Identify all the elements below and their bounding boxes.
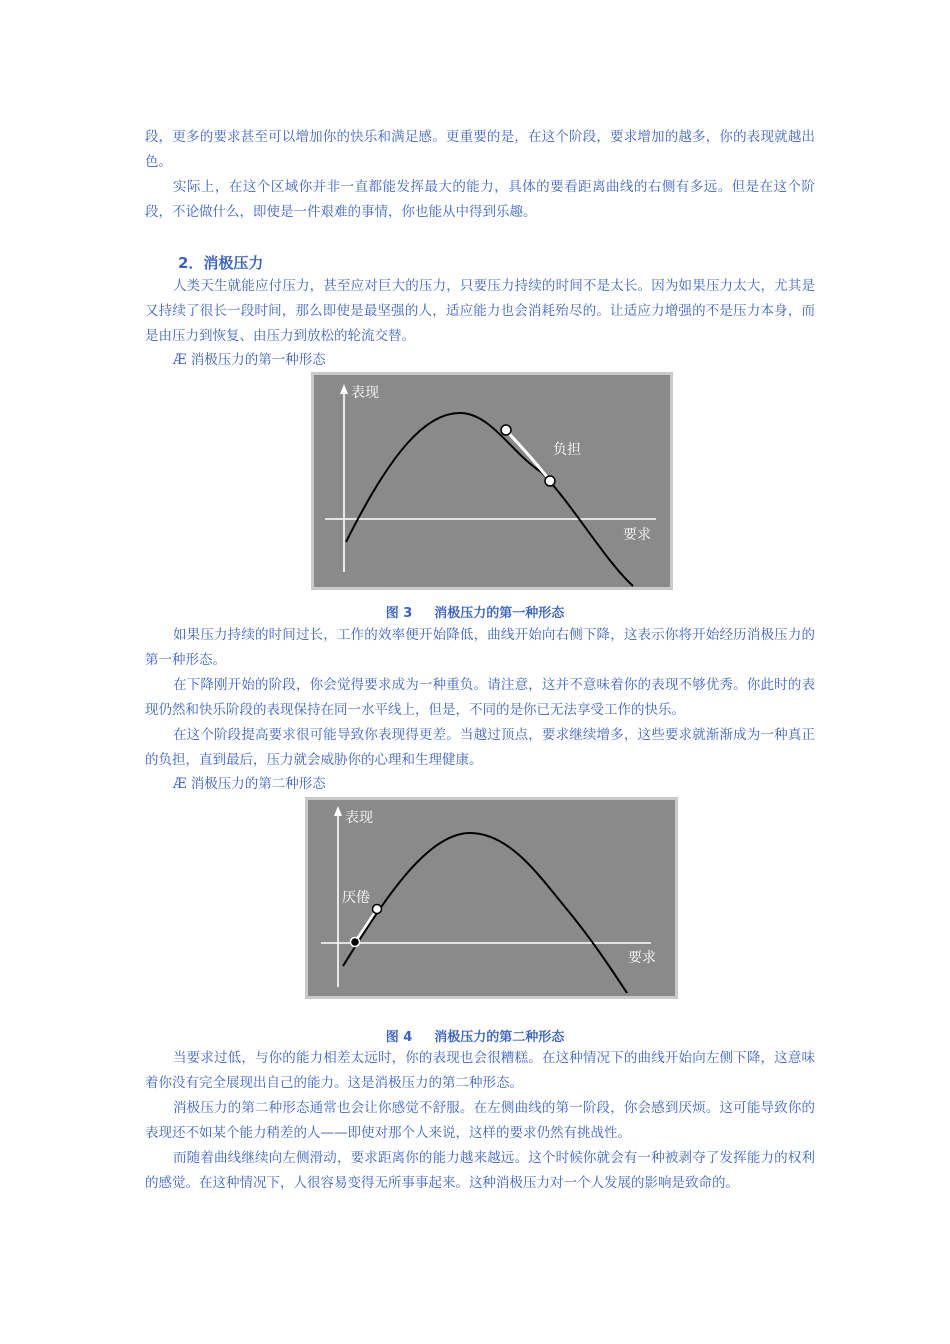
bullet-form-2: Æ 消极压力的第二种形态 — [173, 776, 326, 792]
y-axis-label: 表现 — [351, 385, 379, 401]
paragraph-5: 在下降刚开始的阶段，你会觉得要求成为一种重负。请注意，这并不意味着你的表现不够优秀。你此时的表现仍然和快乐阶段的表现保持在同一水平线上，但是，不同的是你已无法享受工作的快乐。 — [145, 677, 815, 718]
figure-4-title: 消极压力的第二种形态 — [434, 1030, 565, 1045]
y-axis-label: 表现 — [345, 810, 373, 826]
paragraph-7: 当要求过低，与你的能力相差太远时，你的表现也会很糟糕。在这种情况下的曲线开始向左侧下降，这意味着你没有完全展现出自己的能力。这是消极压力的第二种形态。 — [145, 1050, 815, 1091]
figure-3-graph — [311, 372, 673, 590]
paragraph-3: 人类天生就能应付压力，甚至应对巨大的压力，只要压力持续的时间不是太长。因为如果压力太大，尤其是又持续了很长一段时间，那么即使是最坚强的人，适应能力也会消耗殆尽的。让适应力增强的不是压力本身，而是由压力到恢复、由压力到放松的轮流交替。 — [145, 278, 815, 344]
segment-start-point — [501, 425, 511, 435]
paragraph-1: 段，更多的要求甚至可以增加你的快乐和满足感。更重要的是，在这个阶段，要求增加的越多，你的表现就越出色。 — [145, 129, 815, 170]
paragraph-4: 如果压力持续的时间过长，工作的效率便开始降低，曲线开始向右侧下降，这表示你将开始经历消极压力的第一种形态。 — [145, 627, 815, 668]
boredom-label: 厌倦 — [342, 890, 370, 906]
x-axis-label: 要求 — [623, 527, 651, 543]
figure-3-caption — [0, 602, 950, 621]
figure-3-number: 图 3 — [385, 606, 413, 621]
segment-end-point — [373, 905, 382, 914]
burden-label: 负担 — [553, 442, 581, 458]
figure-4 — [305, 797, 678, 999]
figure-4-number: 图 4 — [385, 1030, 413, 1045]
paragraph-9: 而随着曲线继续向左侧滑动，要求距离你的能力越来越远。这个时候你就会有一种被剥夺了发挥能力的权利的感觉。在这种情况下，人很容易变得无所事事起来。这种消极压力对一个人发展的影响是致命的。 — [145, 1150, 815, 1191]
figure-3 — [311, 372, 673, 590]
x-axis-label: 要求 — [628, 950, 656, 966]
paragraph-6: 在这个阶段提高要求很可能导致你表现得更差。当越过顶点，要求继续增多，这些要求就渐渐成为一种真正的负担，直到最后，压力就会威胁你的心理和生理健康。 — [145, 727, 815, 768]
segment-end-point — [545, 476, 555, 486]
figure-4-caption — [0, 1026, 950, 1045]
figure-4-graph — [305, 797, 678, 999]
bullet-form-1: Æ 消极压力的第一种形态 — [173, 352, 326, 368]
paragraph-2: 实际上，在这个区域你并非一直都能发挥最大的能力，具体的要看距离曲线的右侧有多远。但是在这个阶段，不论做什么，即使是一件艰难的事情，你也能从中得到乐趣。 — [145, 179, 815, 220]
figure-3-title: 消极压力的第一种形态 — [434, 606, 565, 621]
section-heading: 2．消极压力 — [178, 254, 264, 272]
paragraph-8: 消极压力的第二种形态通常也会让你感觉不舒服。在左侧曲线的第一阶段，你会感到厌烦。这可能导致你的表现还不如某个能力稍差的人——即使对那个人来说，这样的要求仍然有挑战性。 — [145, 1100, 815, 1141]
segment-start-point — [351, 938, 360, 947]
